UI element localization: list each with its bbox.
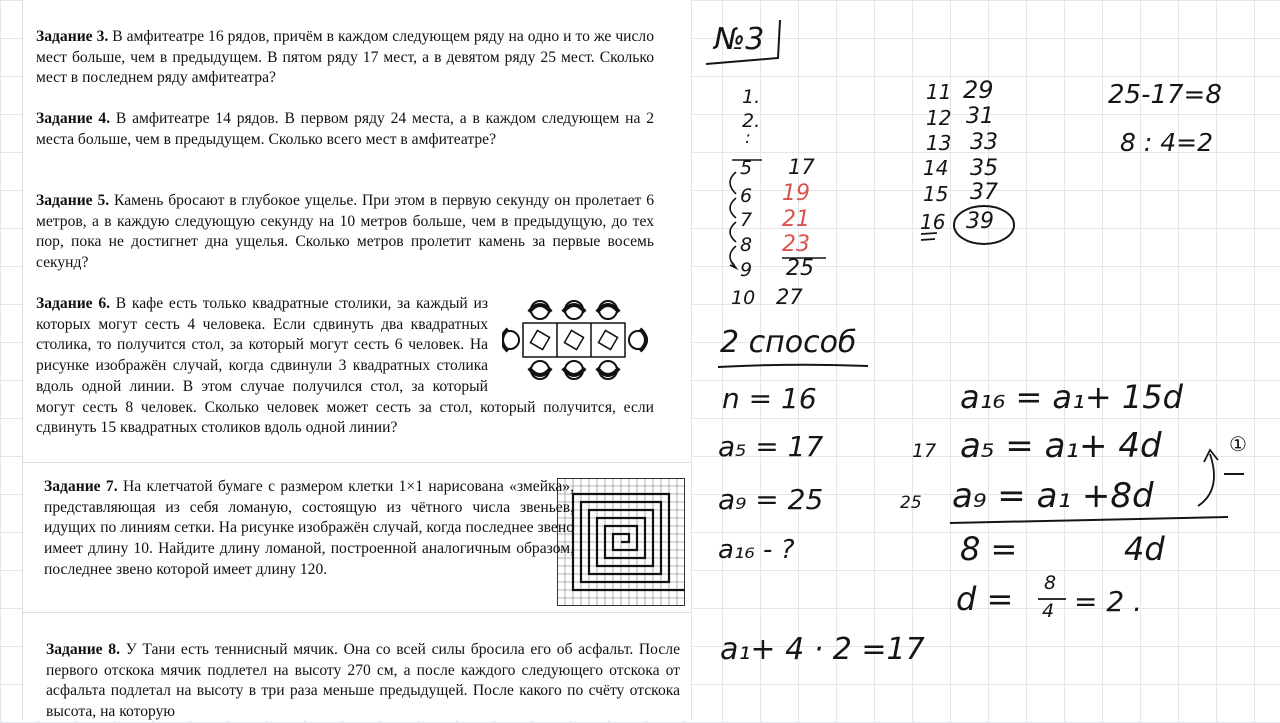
tables-figure (502, 296, 654, 384)
task-7-label: Задание 7. (44, 478, 118, 495)
given-a5: a₅ = 17 (718, 430, 824, 463)
row-value: 35 (970, 156, 998, 181)
row-value: 33 (970, 130, 998, 155)
row-num: 15 (923, 182, 949, 206)
task-6-text: В кафе есть только квадратные столики, за каждый из которых могут сесть 4 человека. Если сдвинуть два квадратных столика, то получится стол, за который могут сесть 6 человек. На рисунке изображён случай, когда сдвинули 3 квадратных столика вдоль одной линии. В этом случае получился стол, за который могут сесть 8 человек. Сколько человек может сесть за стол, который получится, если сдвинуть 15 квадратных столиков вдоль одной линии? (36, 295, 654, 437)
task-4-label: Задание 4. (36, 110, 111, 127)
d-denominator: 4 (1042, 600, 1055, 622)
row-num: 13 (926, 131, 952, 155)
method-underline (716, 362, 876, 372)
step-arrows (722, 160, 832, 280)
task-8 (46, 640, 680, 723)
task-5 (36, 191, 654, 274)
task-7 (44, 477, 574, 581)
task-3 (36, 27, 654, 89)
task-4-text: В амфитеатре 14 рядов. В первом ряду 24 места, а в каждом следующем на 2 места больше, чем в предыдущем. Сколько всего мест в амфитеатре? (36, 110, 654, 148)
problem-sheet (22, 0, 692, 720)
row-value: 39 (966, 209, 994, 234)
row-num: 14 (923, 156, 949, 180)
eq-diff-right: 4d (1124, 530, 1165, 568)
row-value: 23 (782, 232, 810, 257)
row-num: 1. (742, 86, 761, 108)
row-value: 29 (963, 76, 994, 104)
task-3-text: В амфитеатре 16 рядов, причём в каждом следующем ряду на одно и то же число мест больше, чем в предыдущем. В пятом ряду 17 мест, а в девятом ряду 25 мест. Сколько мест в последнем ряду амфитеатра? (36, 28, 655, 87)
d-label: d = (956, 580, 1014, 618)
answer-circle (915, 200, 1025, 250)
method-label: 2 способ (720, 325, 857, 360)
tables-drawing (502, 296, 654, 384)
row-num: 6 (740, 185, 753, 207)
subtract-arrow (1196, 436, 1260, 516)
side-value-17: 17 (912, 440, 937, 462)
task-8-label: Задание 8. (46, 641, 120, 658)
task-3-label: Задание 3. (36, 28, 109, 45)
row-num: 16 (920, 210, 946, 234)
row-value: 25 (786, 256, 814, 281)
task-6-label: Задание 6. (36, 295, 111, 312)
task-5-text: Камень бросают в глубокое ущелье. При этом в первую секунду он пролетает 6 метров, а в каждую следующую секунду на 10 метров больше, чем в предыдущую, до тех пор, пока не достигнет дна ущелья. Сколько метров пролетит камень за первые восемь секунд? (36, 192, 654, 272)
row-num: 12 (926, 106, 952, 130)
heading-box (704, 18, 784, 68)
given-a16: a₁₆ - ? (718, 535, 795, 565)
eq-a9: a₉ = a₁ +8d (952, 476, 1154, 516)
eq-a5: a₅ = a₁+ 4d (960, 426, 1162, 466)
row-num: 9 (740, 259, 753, 281)
subtraction-line (948, 515, 1233, 527)
row-value: 37 (970, 180, 998, 205)
row-value: 19 (782, 181, 810, 206)
row-num: 10 (731, 287, 756, 309)
row-value: 31 (966, 104, 994, 129)
notes-heading: №3 (714, 22, 765, 57)
snake-grid-figure (557, 478, 685, 606)
d-numerator: 8 (1044, 572, 1057, 594)
final-equation: a₁+ 4 · 2 =17 (720, 632, 925, 667)
task-6 (36, 294, 654, 439)
calc-line-2: 8 : 4=2 (1120, 128, 1213, 157)
side-value-25: 25 (900, 493, 922, 513)
row-num: 8 (740, 234, 753, 256)
row-value: 17 (788, 155, 815, 179)
task-7-text: На клетчатой бумаге с размером клетки 1×1 нарисована «змейка», представляющая из себя ломаную, состоящую из чётного числа звеньев, идущих по линиям сетки. На рисунке изображён случай, когда последнее звено имеет длину 10. Найдите длину ломаной, построенной аналогичным образом, последнее звено которой имеет длину 120. (44, 478, 574, 578)
row-value: 21 (782, 207, 810, 232)
task-4 (36, 109, 654, 150)
row-num: 5 (740, 157, 753, 179)
eq-a16: a₁₆ = a₁+ 15d (960, 378, 1183, 416)
task-5-label: Задание 5. (36, 192, 110, 209)
row-num: 11 (926, 80, 952, 104)
d-value: = 2 . (1074, 585, 1142, 618)
given-a9: a₉ = 25 (718, 483, 824, 516)
separator-line-2 (23, 612, 691, 613)
circle-mark: ① (1229, 432, 1247, 456)
separator-line (23, 462, 691, 463)
eq-diff-left: 8 = (960, 530, 1018, 568)
row-num: : (745, 128, 751, 148)
row-num: 2. (742, 110, 761, 132)
given-n: n = 16 (722, 382, 817, 415)
row-num: 7 (740, 209, 753, 231)
calc-line-1: 25-17=8 (1108, 80, 1222, 110)
task-8-text: У Тани есть теннисный мячик. Она со всей силы бросила его об асфальт. После первого отскока мячик подлетел на высоту 270 см, а после каждого следующего отскока от асфальта подлетал на высоту в три раза меньше предыдущей. После какого по счёту отскока высота, на которую (46, 641, 680, 721)
row-value: 27 (776, 285, 803, 309)
